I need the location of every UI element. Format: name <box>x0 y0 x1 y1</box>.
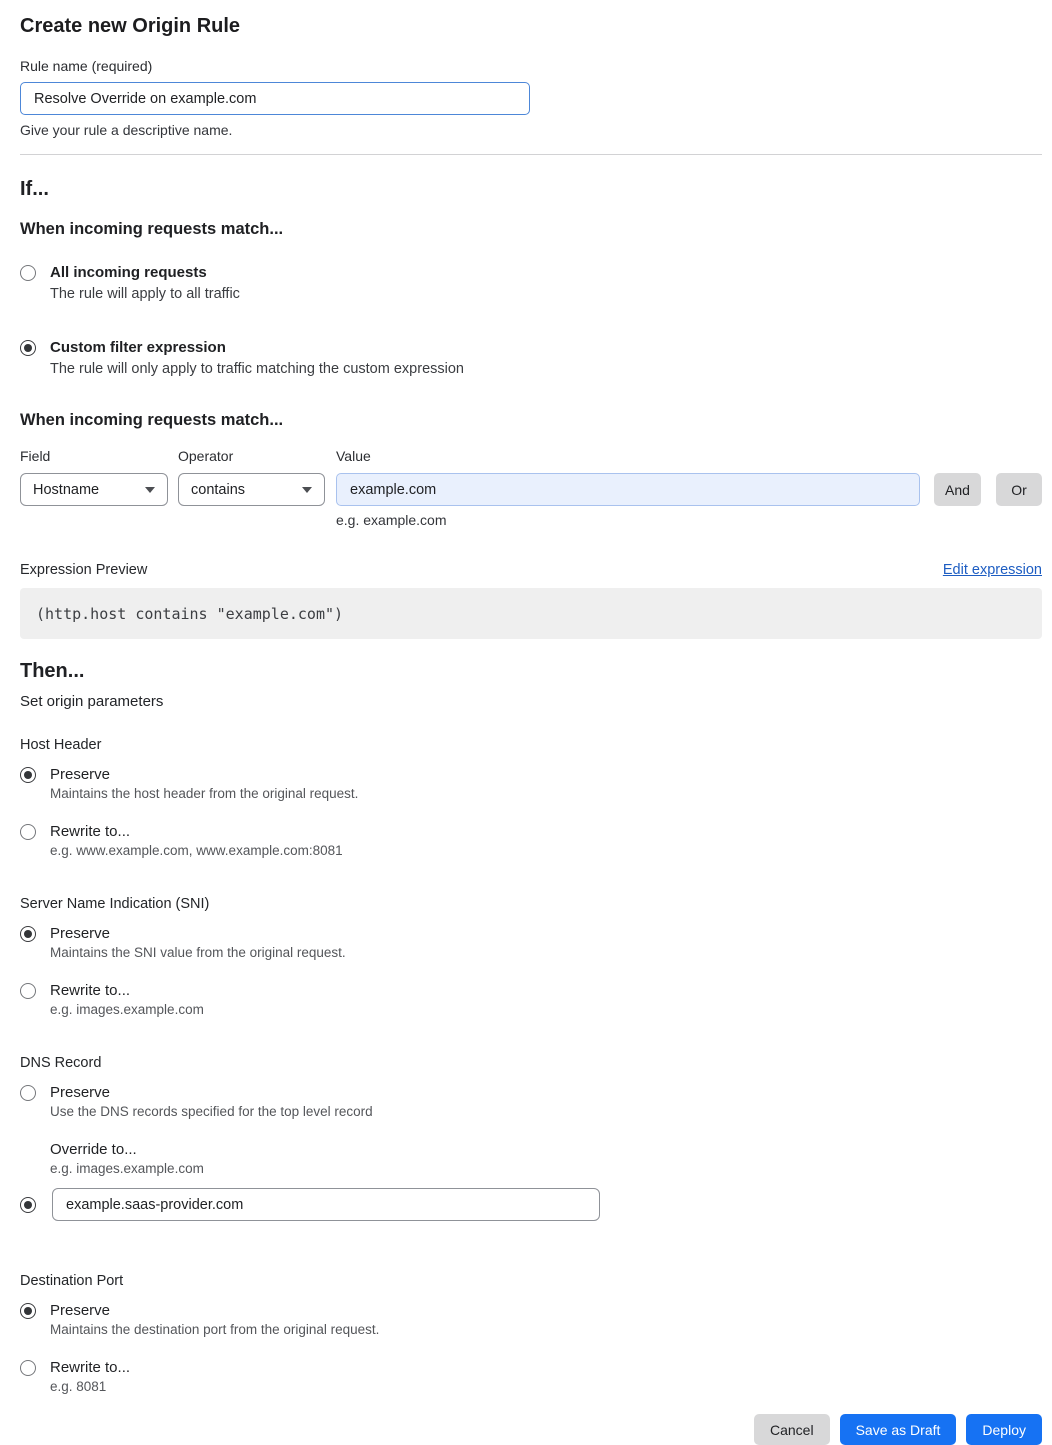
footer-actions <box>20 1414 1042 1445</box>
value-help: e.g. example.com <box>336 512 447 528</box>
chevron-down-icon <box>302 487 312 493</box>
option-desc: Maintains the host header from the original request. <box>50 786 359 801</box>
option-custom-filter-expression[interactable] <box>20 339 1042 378</box>
if-subheading: When incoming requests match... <box>20 220 284 238</box>
destination-port-label: Destination Port <box>20 1273 124 1289</box>
dns-record-label: DNS Record <box>20 1055 102 1071</box>
radio-sni-rewrite[interactable] <box>20 983 36 999</box>
option-desc: The rule will apply to all traffic <box>50 286 240 302</box>
option-label: Preserve <box>50 766 111 783</box>
field-label: Field <box>20 448 51 464</box>
then-subheading: Set origin parameters <box>20 693 164 710</box>
port-rewrite-option[interactable] <box>20 1359 1042 1395</box>
option-label: Rewrite to... <box>50 982 131 999</box>
field-select-value: Hostname <box>33 481 100 498</box>
or-button[interactable]: Or <box>996 473 1042 506</box>
save-as-draft-button[interactable]: Save as Draft <box>840 1414 957 1445</box>
option-desc: e.g. www.example.com, www.example.com:8081 <box>50 843 343 858</box>
dns-override-help: e.g. images.example.com <box>50 1161 204 1176</box>
rule-name-help: Give your rule a descriptive name. <box>20 122 233 138</box>
host-header-rewrite-option[interactable] <box>20 823 1042 859</box>
field-select[interactable] <box>20 473 168 506</box>
option-label: Preserve <box>50 925 111 942</box>
expression-preview-label: Expression Preview <box>20 562 148 578</box>
builder-controls <box>20 473 1042 506</box>
option-label: All incoming requests <box>50 264 207 281</box>
then-heading: Then... <box>20 660 85 682</box>
dns-override-input[interactable] <box>52 1188 600 1221</box>
radio-host-header-rewrite[interactable] <box>20 824 36 840</box>
operator-select[interactable] <box>178 473 325 506</box>
sni-label: Server Name Indication (SNI) <box>20 896 210 912</box>
expression-preview-code: (http.host contains "example.com") <box>20 588 1042 639</box>
radio-custom-filter-expression[interactable] <box>20 340 36 356</box>
value-input[interactable] <box>336 473 920 506</box>
edit-expression-link[interactable]: Edit expression <box>942 562 1042 578</box>
builder-labels <box>20 448 1042 465</box>
option-desc: Use the DNS records specified for the top level record <box>50 1104 373 1119</box>
port-preserve-option[interactable] <box>20 1302 1042 1338</box>
host-header-label: Host Header <box>20 737 102 753</box>
option-label: Rewrite to... <box>50 1359 131 1376</box>
option-label: Custom filter expression <box>50 339 226 356</box>
host-header-preserve-option[interactable] <box>20 766 1042 802</box>
chevron-down-icon <box>145 487 155 493</box>
radio-dns-override[interactable] <box>20 1197 36 1213</box>
rule-name-input[interactable] <box>20 82 530 115</box>
radio-host-header-preserve[interactable] <box>20 767 36 783</box>
radio-port-preserve[interactable] <box>20 1303 36 1319</box>
dns-override-option <box>20 1188 1042 1221</box>
builder-heading: When incoming requests match... <box>20 411 284 429</box>
and-button[interactable]: And <box>934 473 981 506</box>
option-label: Preserve <box>50 1302 111 1319</box>
operator-label: Operator <box>178 448 234 464</box>
deploy-button[interactable]: Deploy <box>966 1414 1042 1445</box>
option-desc: The rule will only apply to traffic matching the custom expression <box>50 361 464 377</box>
radio-sni-preserve[interactable] <box>20 926 36 942</box>
cancel-button[interactable]: Cancel <box>754 1414 830 1445</box>
dns-preserve-option[interactable] <box>20 1084 1042 1120</box>
operator-select-value: contains <box>191 481 246 498</box>
sni-preserve-option[interactable] <box>20 925 1042 961</box>
if-heading: If... <box>20 178 49 200</box>
option-all-incoming-requests[interactable] <box>20 264 1042 303</box>
option-desc: e.g. images.example.com <box>50 1002 204 1017</box>
expression-preview-row <box>20 561 1042 579</box>
option-desc: Maintains the SNI value from the original request. <box>50 945 346 960</box>
option-label: Rewrite to... <box>50 823 131 840</box>
value-label: Value <box>336 448 371 464</box>
option-label: Preserve <box>50 1084 111 1101</box>
page-title: Create new Origin Rule <box>20 15 241 37</box>
radio-port-rewrite[interactable] <box>20 1360 36 1376</box>
dns-override-label: Override to... <box>50 1141 137 1158</box>
option-desc: e.g. 8081 <box>50 1379 107 1394</box>
dns-override-texts <box>50 1141 1042 1177</box>
rule-name-label: Rule name (required) <box>20 58 153 74</box>
section-divider <box>20 154 1042 155</box>
radio-dns-preserve[interactable] <box>20 1085 36 1101</box>
sni-rewrite-option[interactable] <box>20 982 1042 1018</box>
option-desc: Maintains the destination port from the original request. <box>50 1322 380 1337</box>
radio-all-incoming-requests[interactable] <box>20 265 36 281</box>
